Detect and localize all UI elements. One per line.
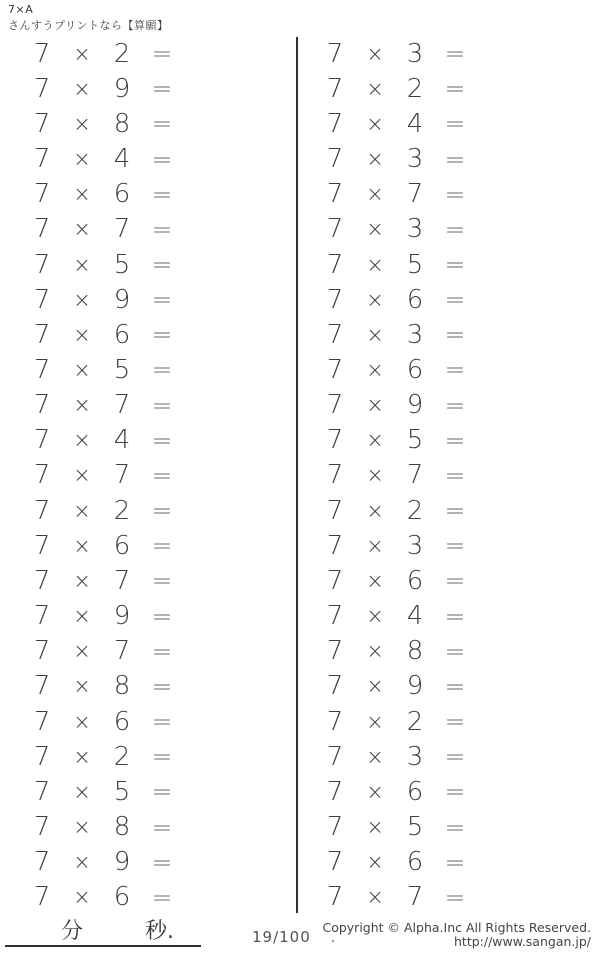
problem-row — [27, 739, 179, 774]
multiplicand: 7 — [33, 776, 51, 807]
multiplicand: 7 — [326, 601, 344, 632]
multiplier: 6 — [113, 882, 131, 913]
multiplier: 3 — [406, 530, 424, 561]
multiply-sign: × — [366, 182, 384, 207]
multiply-sign: × — [366, 357, 384, 382]
multiplier: 6 — [113, 706, 131, 737]
equals-sign: = — [151, 671, 173, 701]
multiply-sign: × — [73, 850, 91, 875]
problem-row — [320, 317, 472, 352]
multiplier: 3 — [406, 38, 424, 69]
problem-row — [27, 774, 179, 809]
multiplier: 9 — [113, 284, 131, 315]
footer-dot: . — [331, 931, 336, 946]
problem-row — [320, 423, 472, 458]
worksheet-subtitle: さんすうプリントなら【算願】 — [8, 19, 169, 32]
multiply-sign: × — [73, 111, 91, 136]
equals-sign: = — [151, 636, 173, 666]
multiplier: 2 — [406, 706, 424, 737]
multiplier: 7 — [113, 565, 131, 596]
multiplicand: 7 — [326, 530, 344, 561]
multiply-sign: × — [366, 568, 384, 593]
column-divider — [296, 37, 298, 913]
equals-sign: = — [151, 566, 173, 596]
multiplicand: 7 — [33, 847, 51, 878]
equals-sign: = — [444, 742, 466, 772]
problem-row — [27, 106, 179, 141]
multiplier: 8 — [113, 108, 131, 139]
multiplicand: 7 — [33, 425, 51, 456]
equals-sign: = — [151, 460, 173, 490]
multiply-sign: × — [73, 498, 91, 523]
equals-sign: = — [444, 355, 466, 385]
multiplicand: 7 — [326, 706, 344, 737]
time-answer-line — [5, 914, 201, 947]
multiply-sign: × — [366, 604, 384, 629]
multiplicand: 7 — [33, 319, 51, 350]
multiplier: 5 — [113, 776, 131, 807]
equals-sign: = — [444, 390, 466, 420]
problem-row — [320, 36, 472, 71]
multiplier: 7 — [113, 636, 131, 667]
multiply-sign: × — [366, 111, 384, 136]
seconds-label: 秒. — [145, 919, 174, 944]
multiplicand: 7 — [33, 179, 51, 210]
multiplier: 5 — [406, 249, 424, 280]
multiplier: 2 — [113, 495, 131, 526]
multiplier: 6 — [406, 284, 424, 315]
multiply-sign: × — [73, 779, 91, 804]
multiplier: 9 — [113, 73, 131, 104]
multiply-sign: × — [73, 568, 91, 593]
multiply-sign: × — [73, 639, 91, 664]
equals-sign: = — [151, 250, 173, 280]
multiply-sign: × — [366, 533, 384, 558]
problem-row — [27, 352, 179, 387]
problem-row — [27, 71, 179, 106]
problem-row — [27, 388, 179, 423]
equals-sign: = — [151, 882, 173, 912]
problem-row — [320, 774, 472, 809]
multiplicand: 7 — [33, 354, 51, 385]
problems-column-right — [320, 36, 472, 915]
multiplier: 6 — [113, 179, 131, 210]
problem-row — [27, 458, 179, 493]
problem-row — [320, 739, 472, 774]
multiply-sign: × — [73, 287, 91, 312]
multiplier: 6 — [406, 354, 424, 385]
equals-sign: = — [444, 39, 466, 69]
multiplier: 7 — [113, 214, 131, 245]
multiplicand: 7 — [326, 108, 344, 139]
multiplier: 6 — [406, 776, 424, 807]
equals-sign: = — [151, 496, 173, 526]
multiply-sign: × — [366, 639, 384, 664]
copyright-block — [322, 921, 591, 949]
multiplier: 9 — [406, 390, 424, 421]
equals-sign: = — [444, 74, 466, 104]
multiplicand: 7 — [326, 671, 344, 702]
multiplier: 4 — [406, 601, 424, 632]
problem-row — [320, 704, 472, 739]
multiplicand: 7 — [326, 882, 344, 913]
multiplier: 3 — [406, 319, 424, 350]
minutes-label: 分 — [61, 919, 84, 944]
multiplicand: 7 — [326, 565, 344, 596]
problem-row — [320, 106, 472, 141]
multiplier: 2 — [406, 495, 424, 526]
multiplicand: 7 — [326, 636, 344, 667]
multiplicand: 7 — [33, 706, 51, 737]
multiplier: 7 — [406, 882, 424, 913]
multiplicand: 7 — [326, 741, 344, 772]
multiply-sign: × — [73, 744, 91, 769]
problem-row — [27, 282, 179, 317]
multiplier: 9 — [406, 671, 424, 702]
multiplicand: 7 — [326, 776, 344, 807]
problem-row — [320, 669, 472, 704]
equals-sign: = — [151, 39, 173, 69]
multiply-sign: × — [366, 674, 384, 699]
problem-row — [320, 458, 472, 493]
problems-column-left — [27, 36, 179, 915]
problem-row — [320, 388, 472, 423]
multiplier: 6 — [113, 530, 131, 561]
multiplicand: 7 — [33, 601, 51, 632]
equals-sign: = — [151, 777, 173, 807]
copyright-text: Copyright © Alpha.Inc All Rights Reserved. — [322, 920, 591, 935]
multiply-sign: × — [366, 815, 384, 840]
multiply-sign: × — [366, 393, 384, 418]
problem-row — [320, 212, 472, 247]
problem-row — [320, 634, 472, 669]
equals-sign: = — [151, 285, 173, 315]
problem-row — [320, 493, 472, 528]
equals-sign: = — [444, 496, 466, 526]
multiplicand: 7 — [33, 144, 51, 175]
problem-row — [320, 141, 472, 176]
equals-sign: = — [444, 250, 466, 280]
multiplier: 7 — [406, 460, 424, 491]
equals-sign: = — [151, 742, 173, 772]
site-url: http://www.sangan.jp/ — [454, 934, 591, 949]
equals-sign: = — [444, 531, 466, 561]
multiplier: 5 — [406, 425, 424, 456]
multiply-sign: × — [366, 498, 384, 523]
multiply-sign: × — [73, 674, 91, 699]
multiplicand: 7 — [33, 495, 51, 526]
multiply-sign: × — [73, 885, 91, 910]
equals-sign: = — [444, 601, 466, 631]
multiply-sign: × — [366, 428, 384, 453]
multiplier: 2 — [113, 741, 131, 772]
multiply-sign: × — [73, 147, 91, 172]
multiplicand: 7 — [326, 214, 344, 245]
problem-row — [320, 282, 472, 317]
problem-row — [27, 599, 179, 634]
multiplicand: 7 — [326, 284, 344, 315]
problem-row — [320, 845, 472, 880]
equals-sign: = — [444, 460, 466, 490]
multiply-sign: × — [73, 217, 91, 242]
problem-row — [320, 247, 472, 282]
equals-sign: = — [151, 390, 173, 420]
multiplier: 9 — [113, 847, 131, 878]
multiplier: 2 — [406, 73, 424, 104]
multiply-sign: × — [73, 463, 91, 488]
multiplicand: 7 — [33, 284, 51, 315]
problem-row — [27, 177, 179, 212]
multiply-sign: × — [366, 885, 384, 910]
equals-sign: = — [444, 109, 466, 139]
multiplier: 7 — [113, 390, 131, 421]
problem-row — [27, 141, 179, 176]
multiply-sign: × — [366, 287, 384, 312]
multiplier: 5 — [406, 812, 424, 843]
multiply-sign: × — [73, 815, 91, 840]
equals-sign: = — [151, 531, 173, 561]
problem-row — [27, 845, 179, 880]
equals-sign: = — [151, 179, 173, 209]
multiplier: 2 — [113, 38, 131, 69]
equals-sign: = — [444, 179, 466, 209]
multiply-sign: × — [73, 41, 91, 66]
equals-sign: = — [444, 285, 466, 315]
problem-row — [27, 317, 179, 352]
multiplicand: 7 — [33, 671, 51, 702]
multiplicand: 7 — [326, 460, 344, 491]
multiply-sign: × — [366, 322, 384, 347]
multiply-sign: × — [366, 779, 384, 804]
multiplicand: 7 — [33, 565, 51, 596]
problem-row — [27, 563, 179, 598]
multiply-sign: × — [73, 322, 91, 347]
problem-row — [320, 599, 472, 634]
multiply-sign: × — [366, 463, 384, 488]
multiply-sign: × — [366, 217, 384, 242]
equals-sign: = — [444, 707, 466, 737]
multiplicand: 7 — [33, 460, 51, 491]
problem-row — [320, 880, 472, 915]
multiplier: 6 — [406, 847, 424, 878]
multiplicand: 7 — [33, 214, 51, 245]
equals-sign: = — [444, 214, 466, 244]
multiply-sign: × — [366, 147, 384, 172]
equals-sign: = — [444, 144, 466, 174]
multiplicand: 7 — [326, 319, 344, 350]
multiplier: 7 — [113, 460, 131, 491]
equals-sign: = — [151, 109, 173, 139]
problem-row — [320, 528, 472, 563]
equals-sign: = — [444, 671, 466, 701]
multiply-sign: × — [366, 41, 384, 66]
multiply-sign: × — [366, 76, 384, 101]
problem-row — [320, 177, 472, 212]
problem-row — [320, 71, 472, 106]
multiplier: 4 — [406, 108, 424, 139]
equals-sign: = — [444, 882, 466, 912]
multiplicand: 7 — [33, 741, 51, 772]
multiplicand: 7 — [33, 636, 51, 667]
problem-row — [27, 212, 179, 247]
multiplicand: 7 — [326, 144, 344, 175]
equals-sign: = — [444, 777, 466, 807]
equals-sign: = — [151, 601, 173, 631]
problem-row — [27, 880, 179, 915]
multiply-sign: × — [73, 604, 91, 629]
multiply-sign: × — [366, 709, 384, 734]
multiply-sign: × — [366, 744, 384, 769]
problem-row — [27, 528, 179, 563]
multiplicand: 7 — [33, 882, 51, 913]
multiplicand: 7 — [326, 425, 344, 456]
problem-row — [27, 634, 179, 669]
multiplier: 8 — [113, 812, 131, 843]
multiplier: 5 — [113, 249, 131, 280]
multiply-sign: × — [73, 76, 91, 101]
problem-row — [27, 809, 179, 844]
equals-sign: = — [151, 847, 173, 877]
problem-row — [320, 809, 472, 844]
multiplier: 5 — [113, 354, 131, 385]
equals-sign: = — [151, 144, 173, 174]
multiplicand: 7 — [326, 38, 344, 69]
problem-row — [320, 352, 472, 387]
equals-sign: = — [151, 707, 173, 737]
multiplier: 8 — [113, 671, 131, 702]
equals-sign: = — [151, 74, 173, 104]
multiply-sign: × — [73, 252, 91, 277]
equals-sign: = — [151, 320, 173, 350]
equals-sign: = — [151, 812, 173, 842]
equals-sign: = — [151, 425, 173, 455]
problem-row — [27, 669, 179, 704]
multiply-sign: × — [73, 357, 91, 382]
multiplicand: 7 — [33, 73, 51, 104]
multiplicand: 7 — [326, 812, 344, 843]
multiply-sign: × — [366, 850, 384, 875]
equals-sign: = — [444, 847, 466, 877]
multiplicand: 7 — [326, 179, 344, 210]
multiplicand: 7 — [326, 390, 344, 421]
multiplicand: 7 — [326, 354, 344, 385]
multiplier: 6 — [406, 565, 424, 596]
multiplicand: 7 — [326, 249, 344, 280]
multiply-sign: × — [73, 182, 91, 207]
multiplicand: 7 — [33, 530, 51, 561]
multiplier: 9 — [113, 601, 131, 632]
multiplicand: 7 — [326, 847, 344, 878]
multiply-sign: × — [73, 709, 91, 734]
equals-sign: = — [444, 636, 466, 666]
multiplier: 8 — [406, 636, 424, 667]
multiply-sign: × — [73, 428, 91, 453]
equals-sign: = — [444, 566, 466, 596]
problem-row — [27, 423, 179, 458]
worksheet-header — [8, 2, 169, 34]
worksheet-title: 7×A — [8, 3, 34, 16]
multiplier: 4 — [113, 425, 131, 456]
equals-sign: = — [151, 355, 173, 385]
problem-row — [27, 247, 179, 282]
multiplier: 4 — [113, 144, 131, 175]
multiplicand: 7 — [33, 812, 51, 843]
equals-sign: = — [444, 812, 466, 842]
multiplier: 7 — [406, 179, 424, 210]
problem-row — [27, 704, 179, 739]
problem-row — [27, 493, 179, 528]
multiplicand: 7 — [326, 495, 344, 526]
equals-sign: = — [444, 425, 466, 455]
multiplicand: 7 — [326, 73, 344, 104]
problem-row — [320, 563, 472, 598]
multiplier: 3 — [406, 214, 424, 245]
multiplicand: 7 — [33, 38, 51, 69]
multiply-sign: × — [73, 533, 91, 558]
multiplicand: 7 — [33, 108, 51, 139]
equals-sign: = — [151, 214, 173, 244]
equals-sign: = — [444, 320, 466, 350]
page-number: 19/100 — [252, 928, 311, 946]
multiplier: 3 — [406, 144, 424, 175]
problem-row — [27, 36, 179, 71]
multiplicand: 7 — [33, 390, 51, 421]
multiplier: 6 — [113, 319, 131, 350]
multiplicand: 7 — [33, 249, 51, 280]
multiply-sign: × — [366, 252, 384, 277]
multiply-sign: × — [73, 393, 91, 418]
multiplier: 3 — [406, 741, 424, 772]
